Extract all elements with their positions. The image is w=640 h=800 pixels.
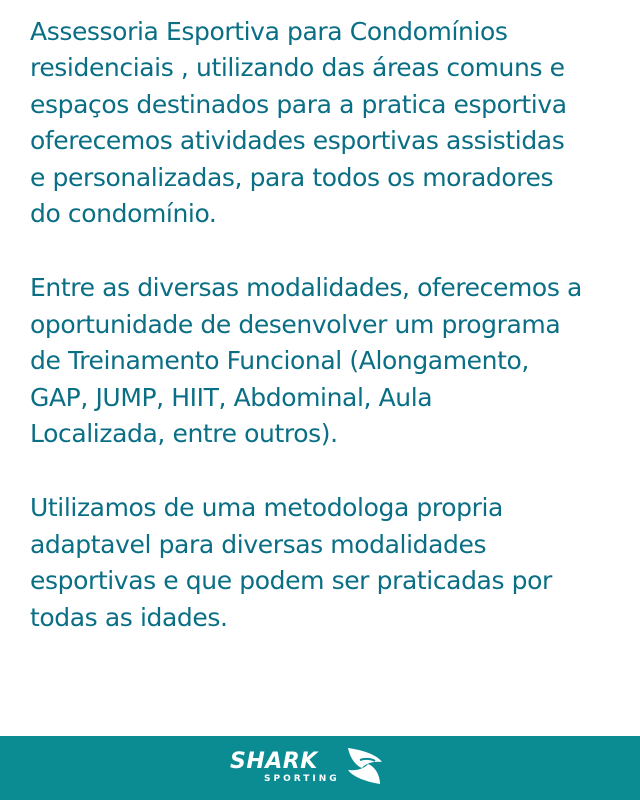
logo-subtitle: SPORTING (264, 774, 340, 784)
text-line: todas as idades. (30, 602, 228, 632)
text-line: Localizada, entre outros). (30, 419, 338, 449)
text-line: adaptavel para diversas modalidades (30, 529, 487, 559)
text-line: GAP, JUMP, HIIT, Abdominal, Aula (30, 382, 433, 412)
text-line: residenciais , utilizando das áreas comuns e (30, 53, 565, 83)
text-line: de Treinamento Funcional (Alongamento, (30, 346, 529, 376)
text-line: espaços destinados para a pratica esportiva (30, 89, 567, 119)
text-line: Utilizamos de uma metodologa propria (30, 493, 503, 523)
text-line: oportunidade de desenvolver um programa (30, 309, 561, 339)
text-line: do condomínio. (30, 199, 217, 229)
text-line: oferecemos atividades esportivas assistidas (30, 126, 565, 156)
text-line: Entre as diversas modalidades, oferecemos a (30, 273, 582, 303)
footer-bar (0, 736, 640, 800)
shark-sporting-logo (226, 736, 416, 800)
paragraph-modalities (30, 270, 630, 452)
text-line: e personalizadas, para todos os moradores (30, 162, 554, 192)
main-text (30, 14, 630, 674)
paragraph-intro (30, 14, 630, 232)
logo-wordmark: SHARK (230, 749, 318, 774)
text-line: Assessoria Esportiva para Condomínios (30, 17, 508, 46)
shark-fin-s-icon (342, 744, 386, 788)
text-line: esportivas e que podem ser praticadas por (30, 566, 552, 596)
paragraph-methodology (30, 490, 630, 636)
